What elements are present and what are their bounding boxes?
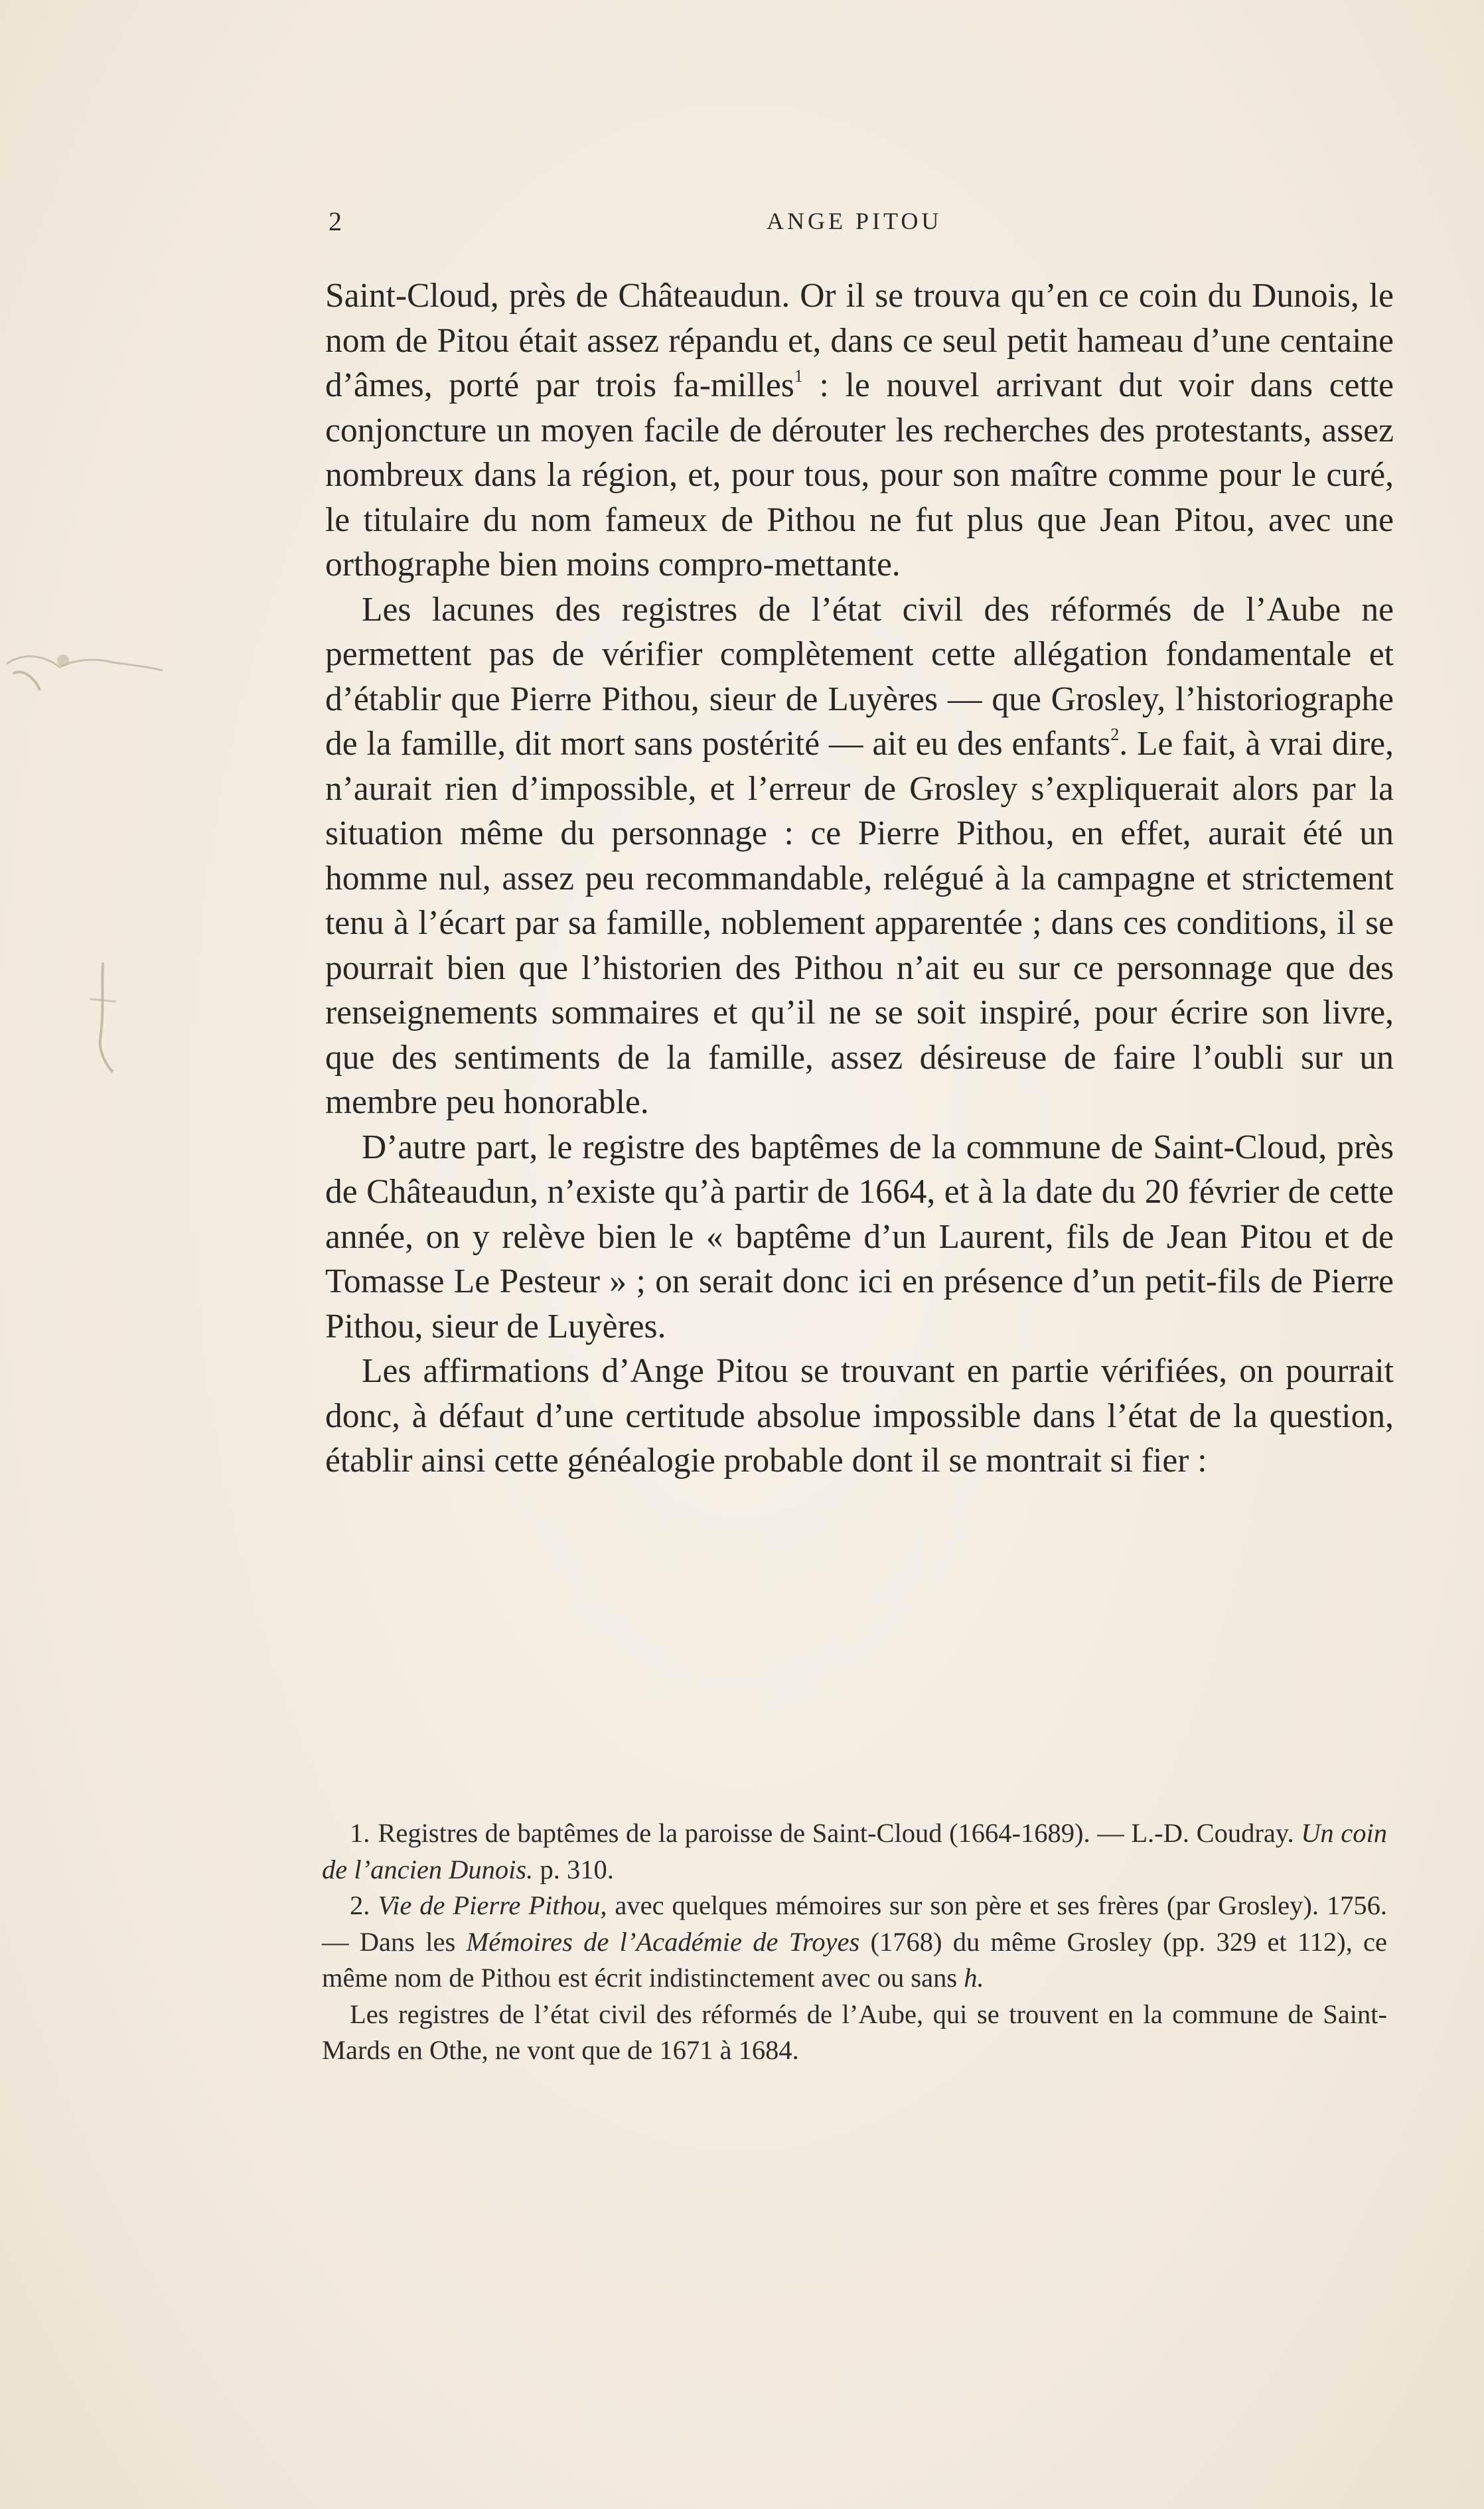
footnote-italic-title: Un coin de l’ancien Dunois. (322, 1818, 1387, 1884)
footnote-text: (1768) du même Grosley (pp. 329 et 112), ce même nom de Pithou est écrit indistinctement avec ou sans (322, 1926, 1387, 1993)
footnote-italic-title: Mémoires de l’Académie de Troyes (466, 1926, 860, 1957)
footnote-text: avec quelques mémoires sur son père et ses frères (par Grosley). 1756. — Dans les (322, 1890, 1387, 1957)
footnote-3 (322, 1997, 1387, 2069)
paragraph-2 (325, 587, 1394, 1125)
paragraph-1 (325, 273, 1394, 587)
footnote-1 (322, 1815, 1387, 1888)
footnote-number: 1. (350, 1818, 370, 1848)
paragraph-text: D’autre part, le registre des baptêmes de la commune de Saint-Cloud, près de Châteaudun, n’existe qu’à partir de 1664, et à la date du 20 février de cette année, on y relève bien le « baptême d’un Laurent, fils de Jean Pitou et de Tomasse Le Pesteur » ; on serait donc ici en présence d’un petit-fils de Pierre Pithou, sieur de Luyères. (325, 1128, 1394, 1345)
margin-stain-mark (0, 637, 166, 697)
body-text (325, 273, 1394, 1483)
paragraph-3 (325, 1125, 1394, 1349)
paragraph-text: Les lacunes des registres de l’état civil des réformés de l’Aube ne permettent pas de vérifier complètement cette allégation fondamentale et d’établir que Pierre Pithou, sieur de Luyères — que Grosley, l’historiographe de la famille, dit mort sans postérité — ait eu des enfants (325, 590, 1394, 763)
paragraph-text: Les affirmations d’Ange Pitou se trouvant en partie vérifiées, on pourrait donc, à défaut d’une certitude absolue impossible dans l’état de la question, établir ainsi cette généalogie probable dont il se montrait si fier : (325, 1352, 1394, 1480)
footnote-text: Registres de baptêmes de la paroisse de Saint-Cloud (1664-1689). — L.-D. Coudray. (378, 1818, 1301, 1848)
paragraph-4 (325, 1349, 1394, 1483)
running-head (329, 206, 1484, 246)
footnote-text: p. 310. (533, 1854, 614, 1884)
page-number: 2 (329, 206, 342, 236)
running-title: ANGE PITOU (767, 208, 942, 234)
footnote-ref-1: 1 (794, 366, 803, 386)
paragraph-text: Saint-Cloud, près de Châteaudun. Or il se trouva qu’en ce coin du Dunois, le nom de Pitou était assez répandu et, dans ce seul petit hameau d’une centaine d’âmes, porté par trois fa-milles (325, 277, 1394, 404)
footnote-italic-letter: h. (964, 1963, 984, 1993)
paragraph-text: . Le fait, à vrai dire, n’aurait rien d’impossible, et l’erreur de Grosley s’expliquerait alors par la situation même du personnage : ce Pierre Pithou, en effet, aurait été un homme nul, assez peu recommandable, relégué à la campagne et strictement tenu à l’écart par sa famille, noblement apparentée ; dans ces conditions, il se pourrait bien que l’historien des Pithou n’ait eu sur ce personnage que des renseignements sommaires et qu’il ne se soit inspiré, pour écrire son livre, que des sentiments de la famille, assez désireuse de faire l’oubli sur un membre peu honorable. (325, 725, 1394, 1121)
footnote-italic-title: Vie de Pierre Pithou, (378, 1890, 607, 1920)
footnote-text: Les registres de l’état civil des réformés de l’Aube, qui se trouvent en la commune de Saint-Mards en Othe, ne vont que de 1671 à 1684. (322, 1999, 1387, 2065)
footnote-number: 2. (350, 1890, 370, 1920)
paragraph-text: : le nouvel arrivant dut voir dans cette conjoncture un moyen facile de dérouter les recherches des protestants, assez nombreux dans la région, et, pour tous, pour son maître comme pour le curé, le titulaire du nom fameux de Pithou ne fut plus que Jean Pitou, avec une orthographe bien moins compro-mettante. (325, 366, 1394, 583)
footnote-ref-2: 2 (1110, 725, 1120, 744)
footnote-2 (322, 1888, 1387, 1997)
footnotes (322, 1815, 1387, 2069)
margin-stain-mark-lower (76, 959, 129, 1075)
